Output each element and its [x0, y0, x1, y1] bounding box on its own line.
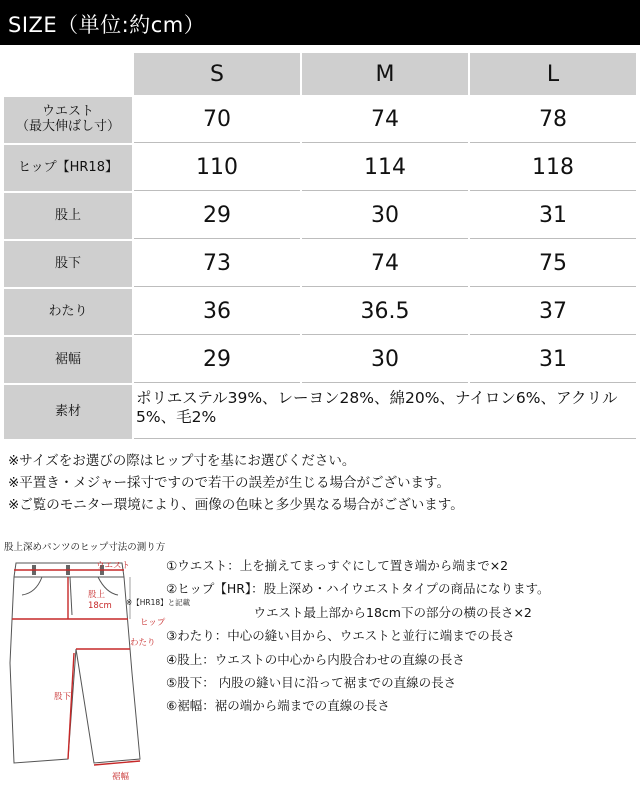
note-hip-guidance: ※サイズをお選びの際はヒップ寸を基にお選びください。: [8, 453, 356, 469]
pants-outline: [10, 563, 140, 763]
diagram-title: 股上深めパンツのヒップ寸法の測り方: [4, 542, 166, 553]
rise-s: 29: [134, 193, 300, 239]
hem-l: 31: [470, 337, 636, 383]
waist-s: 70: [134, 97, 300, 143]
row-label-inseam: 股下: [4, 241, 132, 287]
note-monitor-color: ※ご覧のモニター環境により、画像の色味と多少異なる場合がございます。: [8, 497, 464, 513]
hip-m: 114: [302, 145, 468, 191]
size-title: SIZE（単位:約cm）: [8, 13, 206, 37]
note-measurement-error: ※平置き・メジャー採寸ですので若干の誤差が生じる場合がございます。: [8, 475, 450, 491]
waist-m: 74: [302, 97, 468, 143]
material-value: ポリエステル39%、レーヨン28%、綿20%、ナイロン6%、アクリル5%、毛2%: [134, 385, 636, 439]
thigh-l: 37: [470, 289, 636, 335]
table-corner-cell: [6, 53, 132, 95]
inseam-s: 73: [134, 241, 300, 287]
size-header-bar: [0, 0, 640, 45]
rise-l: 31: [470, 193, 636, 239]
waist-l: 78: [470, 97, 636, 143]
hip-s: 110: [134, 145, 300, 191]
hem-s: 29: [134, 337, 300, 383]
step-hip-detail: ウエスト最上部から18cm下の部分の横の長さ×2: [166, 604, 532, 620]
measurement-lines: [12, 570, 140, 765]
inseam-m: 74: [302, 241, 468, 287]
step-inseam: ⑤股下： 内股の縫い目に沿って裾までの直線の長さ: [166, 675, 457, 691]
step-hip: ②ヒップ【HR】：股上深め・ハイウエストタイプの商品になります。: [166, 581, 550, 597]
row-label-waist-line1: ウエスト: [41, 104, 94, 120]
row-label-rise: 股上: [4, 193, 132, 239]
measurement-steps: [166, 554, 636, 718]
inseam-l: 75: [470, 241, 636, 287]
size-table: [4, 53, 636, 440]
thigh-s: 36: [134, 289, 300, 335]
size-header-l: L: [470, 53, 636, 95]
diagram-label-hem: 裾幅: [112, 772, 130, 782]
hem-m: 30: [302, 337, 468, 383]
diagram-label-waist: ウエスト: [96, 561, 131, 571]
pants-measurement-diagram: [2, 553, 191, 798]
row-label-material: 素材: [4, 385, 132, 439]
diagram-label-hip: ヒップ: [140, 618, 166, 628]
diagram-label-inseam: 股下: [54, 692, 72, 702]
row-label-waist: [4, 97, 132, 143]
row-label-thigh: わたり: [4, 289, 132, 335]
diagram-label-hr-note: ※【HR18】と記載: [126, 598, 191, 607]
step-thigh: ③わたり：中心の縫い目から、ウエストと並行に端までの長さ: [166, 628, 515, 644]
size-notes: [8, 450, 634, 516]
row-label-hem: 裾幅: [4, 337, 132, 383]
step-hem: ⑥裾幅：裾の端から端までの直線の長さ: [166, 698, 390, 714]
thigh-m: 36.5: [302, 289, 468, 335]
hip-l: 118: [470, 145, 636, 191]
size-header-m: M: [302, 53, 468, 95]
size-header-s: S: [134, 53, 300, 95]
step-rise: ④股上：ウエストの中心から内股合わせの直線の長さ: [166, 651, 465, 667]
row-label-hip: ヒップ【HR18】: [4, 145, 132, 191]
rise-m: 30: [302, 193, 468, 239]
diagram-label-rise: 股上: [88, 590, 106, 600]
diagram-label-thigh: わたり: [130, 638, 156, 648]
row-label-waist-line2: （最大伸ばし寸）: [15, 119, 120, 134]
diagram-label-rise-cm: 18cm: [88, 601, 112, 611]
step-waist: ①ウエスト：上を揃えてまっすぐにして置き端から端まで×2: [166, 558, 509, 573]
